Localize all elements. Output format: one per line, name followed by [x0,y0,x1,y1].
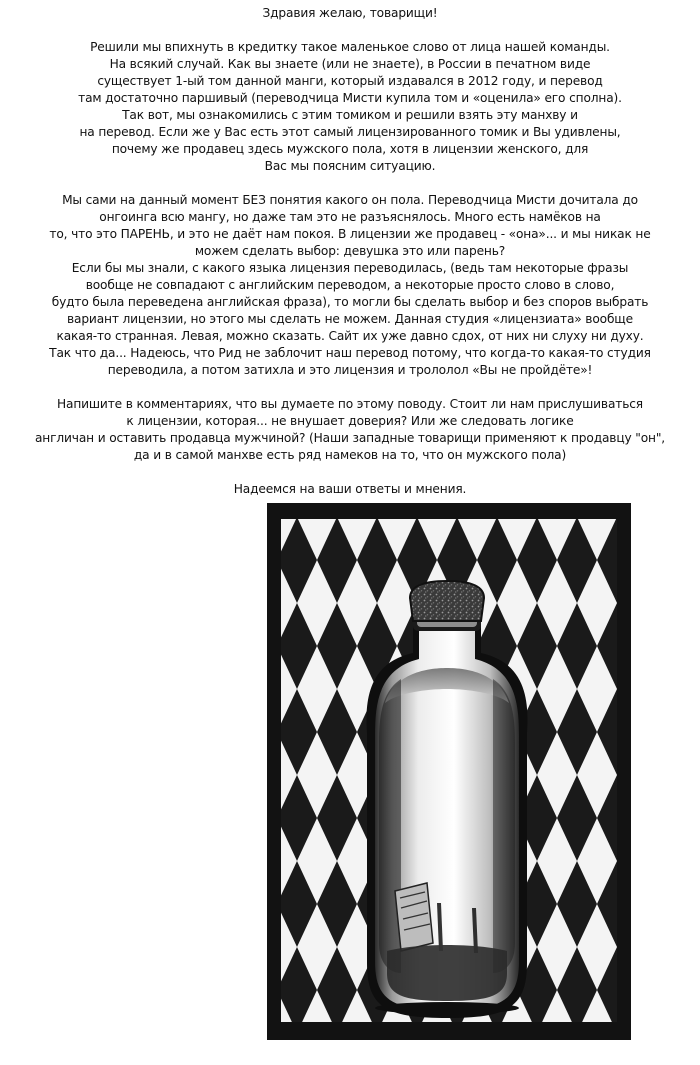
text-line: будто была переведена английская фраза), то могли бы сделать выбор и без споров выбрать [51,295,649,309]
text-line: Надеемся на ваши ответы и мнения. [233,482,467,496]
text-line: какая-то странная. Левая, можно сказать. Сайт их уже давно сдох, от них ни слуху ни духу. [56,329,644,343]
text-line: то, что это ПАРЕНЬ, и это не даёт нам покоя. В лицензии же продавец - «она»... и мы никак не [49,227,651,241]
text-line: онгоинга всю мангу, но даже там это не разъяснялось. Много есть намёков на [99,210,601,224]
text-line: Мы сами на данный момент БЕЗ понятия какого он пола. Переводчица Мисти дочитала до [62,193,638,207]
paragraph-5 [0,481,700,498]
text-line: существует 1-ый том данной манги, который издавался в 2012 году, и перевод [97,74,603,88]
text-line: там достаточно паршивый (переводчица Мисти купила том и «оценила» его сполна). [78,91,622,105]
bottle-illustration-svg [267,503,631,1040]
text-line: вариант лицензии, но этого мы сделать не можем. Данная студия «лицензиата» вообще [67,312,633,326]
paragraph-4 [0,396,700,464]
text-line: переводила, а потом затихла и это лицензия и трололол «Вы не пройдёте»! [107,363,593,377]
text-line: Напишите в комментариях, что вы думаете по этому поводу. Стоит ли нам прислушиваться [57,397,643,411]
text-line: почему же продавец здесь мужского пола, хотя в лицензии женского, для [111,142,589,156]
text-line: Так вот, мы ознакомились с этим томиком и решили взять эту манхву и [122,108,578,122]
text-line: Вас мы поясним ситуацию. [264,159,436,173]
text-line: вообще не совпадают с английским переводом, а некоторые просто слово в слово, [85,278,615,292]
cork [410,581,484,621]
paragraph-gap [0,22,700,39]
bottle-illustration [267,503,631,1040]
paragraph-2 [0,39,700,175]
text-line: англичан и оставить продавца мужчиной? (Наши западные товарищи применяют к продавцу "он", [34,431,666,445]
bottle-sediment [387,945,507,1001]
text-line: на перевод. Если же у Вас есть этот самый лицензированного томик и Вы удивлены, [79,125,621,139]
paragraph-gap [0,379,700,396]
credits-note [0,0,700,498]
paragraph-gap [0,175,700,192]
paragraph-gap [0,464,700,481]
text-line: Если бы мы знали, с какого языка лицензия переводилась, (ведь там некоторые фразы [71,261,629,275]
text-line: к лицензии, которая... не внушает доверия? Или же следовать логике [126,414,574,428]
paragraph-3 [0,192,700,379]
text-line: Решили мы впихнуть в кредитку такое маленькое слово от лица нашей команды. [90,40,610,54]
text-line: да и в самой манхве есть ряд намеков на то, что он мужского пола) [133,448,567,462]
paragraph-1 [0,5,700,22]
text-line: Так что да... Надеюсь, что Рид не заблочит наш перевод потому, что когда-то какая-то студия [49,346,651,360]
text-line: На всякий случай. Как вы знаете (или не знаете), в России в печатном виде [109,57,591,71]
text-line: можем сделать выбор: девушка это или парень? [194,244,506,258]
text-line: Здравия желаю, товарищи! [262,6,438,20]
